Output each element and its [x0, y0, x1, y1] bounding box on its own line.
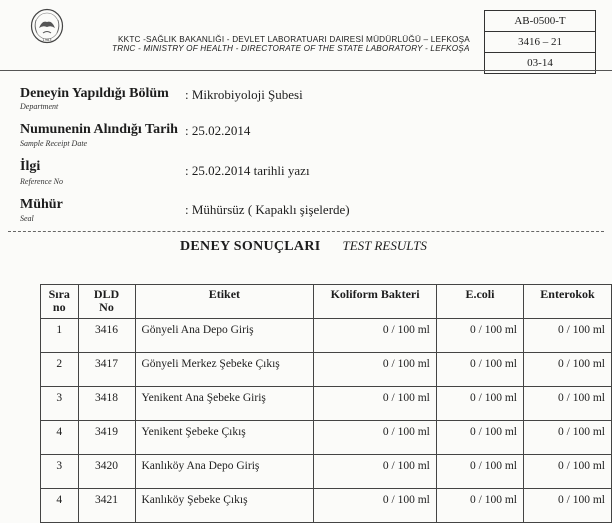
table-header-row [41, 285, 612, 319]
results-title-en: TEST RESULTS [342, 238, 427, 253]
results-table [40, 284, 612, 523]
table-row [41, 489, 612, 523]
cell-dld: 3416 [78, 319, 135, 353]
cell-sira: 1 [41, 319, 79, 353]
sample-date-label: Numunenin Alındığı Tarih [20, 122, 178, 137]
col-header-etiket: Etiket [135, 285, 314, 319]
col-header-dld-line2: No [99, 300, 114, 314]
sample-date-sublabel: Sample Receipt Date [20, 139, 88, 148]
results-title [180, 238, 427, 255]
header-line-turkish: KKTC -SAĞLIK BAKANLIĞI - DEVLET LABORATUARI DAIRESİ MÜDÜRLÜĞÜ – LEFKOŞA [118, 35, 470, 44]
cell-sira: 2 [41, 353, 79, 387]
header-divider [0, 70, 612, 71]
cell-ecoli: 0 / 100 ml [436, 387, 523, 421]
cell-etiket: Gönyeli Ana Depo Giriş [135, 319, 314, 353]
table-row [41, 421, 612, 455]
table-row [41, 455, 612, 489]
cell-koliform: 0 / 100 ml [314, 489, 437, 523]
cell-dld: 3421 [78, 489, 135, 523]
col-header-sira [41, 285, 79, 319]
cell-koliform: 0 / 100 ml [314, 387, 437, 421]
svg-text:1983: 1983 [42, 38, 52, 42]
cell-ecoli: 0 / 100 ml [436, 421, 523, 455]
cell-enterokok: 0 / 100 ml [524, 489, 612, 523]
table-row [41, 319, 612, 353]
cell-koliform: 0 / 100 ml [314, 455, 437, 489]
header-line-english: TRNC - MINISTRY OF HEALTH - DIRECTORATE OF THE STATE LABORATORY - LEFKOŞA [112, 44, 470, 53]
cell-etiket: Yenikent Ana Şebeke Giriş [135, 387, 314, 421]
col-header-koliform: Koliform Bakteri [314, 285, 437, 319]
report-number: 3416 – 21 [485, 32, 595, 53]
col-header-dld-line1: DLD [93, 287, 120, 301]
cell-etiket: Yenikent Şebeke Çıkış [135, 421, 314, 455]
reference-sublabel: Reference No [20, 177, 64, 186]
department-value: : Mikrobiyoloji Şubesi [185, 87, 303, 102]
table-row [41, 353, 612, 387]
cell-sira: 3 [41, 455, 79, 489]
cell-ecoli: 0 / 100 ml [436, 319, 523, 353]
section-divider [8, 231, 604, 232]
sample-date-value: : 25.02.2014 [185, 123, 251, 138]
table-row [41, 387, 612, 421]
department-label: Deneyin Yapıldığı Bölüm [20, 86, 169, 101]
seal-label: Mühür [20, 197, 63, 212]
cell-enterokok: 0 / 100 ml [524, 387, 612, 421]
seal-value: : Mühürsüz ( Kapaklı şişelerde) [185, 202, 350, 217]
cell-enterokok: 0 / 100 ml [524, 353, 612, 387]
cell-enterokok: 0 / 100 ml [524, 455, 612, 489]
cell-koliform: 0 / 100 ml [314, 319, 437, 353]
cell-etiket: Kanlıköy Şebeke Çıkış [135, 489, 314, 523]
cell-etiket: Kanlıköy Ana Depo Giriş [135, 455, 314, 489]
cell-enterokok: 0 / 100 ml [524, 319, 612, 353]
cell-sira: 4 [41, 421, 79, 455]
trnc-emblem-icon [30, 8, 64, 44]
col-header-ecoli: E.coli [436, 285, 523, 319]
department-sublabel: Department [20, 102, 59, 111]
cell-dld: 3419 [78, 421, 135, 455]
cell-etiket: Gönyeli Merkez Şebeke Çıkış [135, 353, 314, 387]
cell-ecoli: 0 / 100 ml [436, 455, 523, 489]
cell-dld: 3420 [78, 455, 135, 489]
reference-label: İlgi [20, 159, 41, 174]
cell-dld: 3418 [78, 387, 135, 421]
seal-sublabel: Seal [20, 214, 34, 223]
cell-ecoli: 0 / 100 ml [436, 353, 523, 387]
cell-sira: 4 [41, 489, 79, 523]
document-code-box [484, 10, 596, 74]
reference-value: : 25.02.2014 tarihli yazı [185, 163, 310, 178]
results-title-tr: DENEY SONUÇLARI [180, 239, 321, 254]
cell-koliform: 0 / 100 ml [314, 421, 437, 455]
col-header-enterokok: Enterokok [524, 285, 612, 319]
cell-dld: 3417 [78, 353, 135, 387]
col-header-dld [78, 285, 135, 319]
cell-sira: 3 [41, 387, 79, 421]
col-header-sira-line2: no [52, 300, 66, 314]
report-period: 03-14 [527, 57, 553, 69]
col-header-sira-line1: Sıra [48, 287, 70, 301]
cell-ecoli: 0 / 100 ml [436, 489, 523, 523]
cell-enterokok: 0 / 100 ml [524, 421, 612, 455]
document-code: AB-0500-T [485, 11, 595, 32]
cell-koliform: 0 / 100 ml [314, 353, 437, 387]
